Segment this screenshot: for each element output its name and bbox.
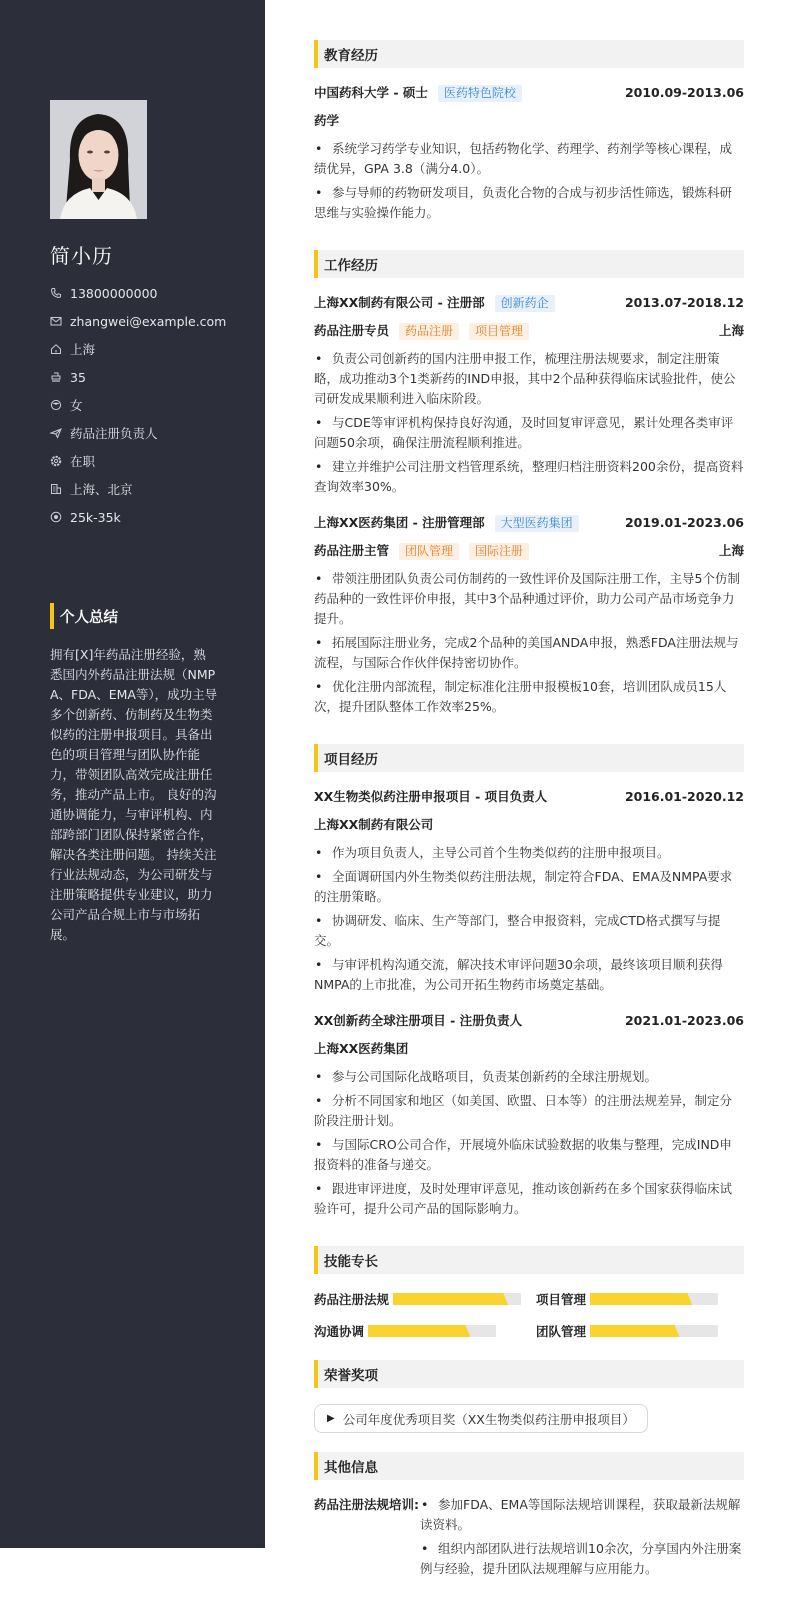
- section-heading: 技能专长: [314, 1246, 744, 1274]
- major: 药学: [314, 113, 340, 128]
- company-tag: 创新药企: [495, 295, 555, 312]
- bullet-item: • 拓展国际注册业务，完成2个品种的美国ANDA申报，熟悉FDA注册法规与流程，与国际合作伙伴保持密切协作。: [314, 635, 739, 670]
- contact-email: zhangwei@example.com: [50, 307, 250, 335]
- building-icon: [50, 483, 62, 495]
- other-info-row: [314, 1495, 744, 1579]
- bullet-item: • 系统学习药学专业知识，包括药物化学、药理学、药剂学等核心课程，成绩优异，GPA 3.8（满分4.0）。: [314, 141, 733, 176]
- bullet-item: • 参加FDA、EMA等国际法规培训课程，获取最新法规解读资料。: [420, 1497, 741, 1532]
- bullet-item: • 参与公司国际化战略项目，负责某创新药的全球注册规划。: [315, 1069, 658, 1084]
- phone-icon: [50, 287, 62, 299]
- bullet-list: [420, 1495, 744, 1579]
- bullet-item: • 组织内部团队进行法规培训10余次，分享国内外注册案例与经验，提升团队法规理解与应用能力。: [420, 1541, 742, 1576]
- sidebar: [0, 0, 265, 1548]
- company-name: 上海XX医药集团 - 注册管理部: [314, 515, 485, 530]
- section-heading: 教育经历: [314, 40, 744, 68]
- status-icon: [50, 455, 62, 467]
- bullet-item: • 全面调研国内外生物类似药注册法规，制定符合FDA、EMA及NMPA要求的注册策略。: [314, 869, 733, 904]
- contact-salary: 25k-35k: [50, 503, 250, 531]
- honor-item-toggle[interactable]: [314, 1404, 648, 1433]
- paper-plane-icon: [50, 427, 62, 439]
- skill-item: 项目管理: [536, 1289, 744, 1309]
- salary-icon: [50, 511, 62, 523]
- contact-status: 在职: [50, 447, 250, 475]
- bullet-item: • 跟进审评进度，及时处理审评意见，推动该创新药在多个国家获得临床试验许可，提升公司产品的国际影响力。: [314, 1181, 733, 1216]
- contact-list: [50, 279, 250, 531]
- contact-gender: 女: [50, 391, 250, 419]
- bullet-list: [314, 139, 744, 223]
- skills-section: [314, 1246, 744, 1341]
- gender-icon: [50, 399, 62, 411]
- age-icon: [50, 371, 62, 383]
- job-location: 上海: [718, 323, 744, 338]
- contact-age: 35: [50, 363, 250, 391]
- skill-item: 药品注册法规: [314, 1289, 536, 1309]
- work-entry: [314, 293, 744, 497]
- date-range: 2019.01-2023.06: [624, 515, 744, 530]
- bullet-list: [314, 569, 744, 717]
- skill-bar-fill: [393, 1293, 508, 1305]
- skill-bar-fill: [368, 1325, 470, 1337]
- section-heading: 荣誉奖项: [314, 1360, 744, 1388]
- date-range: 2010.09-2013.06: [624, 85, 744, 100]
- bullet-item: • 参与导师的药物研发项目，负责化合物的合成与初步活性筛选，锻炼科研思维与实验操作能力。: [314, 185, 733, 220]
- section-heading: 工作经历: [314, 250, 744, 278]
- project-name: XX创新药全球注册项目 - 注册负责人: [314, 1013, 523, 1028]
- accent-bar: [50, 603, 54, 629]
- role-tag: 药品注册: [399, 323, 459, 340]
- role-tag: 团队管理: [399, 543, 459, 560]
- project-name: XX生物类似药注册申报项目 - 项目负责人: [314, 789, 548, 804]
- project-entry: [314, 787, 744, 995]
- work-section: [314, 250, 744, 717]
- bullet-item: • 协调研发、临床、生产等部门，整合申报资料，完成CTD格式撰写与提交。: [314, 913, 721, 948]
- bullet-item: • 分析不同国家和地区（如美国、欧盟、日本等）的注册法规差异，制定分阶段注册计划。: [314, 1093, 733, 1128]
- summary-text: 拥有[X]年药品注册经验，熟悉国内外药品注册法规（NMPA、FDA、EMA等），成功主导多个创新药、仿制药及生物类似药的注册申报项目。具备出色的项目管理与团队协作能力，带领团队高效完成注册任务，推动产品上市。 良好的沟通协调能力，与审评机构、内部跨部门团队保持紧密合作，解决各类注册问题。 持续关注行业法规动态，为公司研发与注册策略提供专业建议，助力公司产品合规上市与市场拓展。: [50, 647, 218, 942]
- school-name: 中国药科大学 - 硕士: [314, 85, 428, 100]
- bullet-item: • 作为项目负责人，主导公司首个生物类似药的注册申报项目。: [315, 845, 670, 860]
- date-range: 2021.01-2023.06: [624, 1013, 744, 1028]
- education-entry: [314, 83, 744, 223]
- bullet-item: • 与国际CRO公司合作，开展境外临床试验数据的收集与整理，完成IND申报资料的准备与递交。: [314, 1137, 732, 1172]
- honor-label: 公司年度优秀项目奖（XX生物类似药注册申报项目）: [342, 1411, 635, 1427]
- other-info-label: 药品注册法规培训:: [314, 1497, 419, 1512]
- bullet-list: [314, 843, 744, 995]
- skill-item: 团队管理: [536, 1321, 744, 1341]
- contact-phone: 13800000000: [50, 279, 250, 307]
- section-heading: 其他信息: [314, 1452, 744, 1480]
- job-role: 药品注册主管: [314, 543, 390, 558]
- bullet-item: • 建立并维护公司注册文档管理系统，整理归档注册资料200余份，提高资料查询效率30%。: [314, 459, 744, 494]
- skill-item: 沟通协调: [314, 1321, 536, 1341]
- home-icon: [50, 343, 62, 355]
- bullet-item: • 与审评机构沟通交流，解决技术审评问题30余项，最终该项目顺利获得NMPA的上市批准，为公司开拓生物药市场奠定基础。: [314, 957, 723, 992]
- other-info-section: [314, 1452, 744, 1579]
- projects-section: [314, 744, 744, 1219]
- skill-bar: [590, 1293, 718, 1305]
- bullet-item: • 与CDE等审评机构保持良好沟通，及时回复审评意见，累计处理各类审评问题50余项，确保注册流程顺利推进。: [314, 415, 734, 450]
- role-tag: 国际注册: [469, 543, 529, 560]
- role-tag: 项目管理: [469, 323, 529, 340]
- job-location: 上海: [718, 543, 744, 558]
- profile-photo: [50, 100, 147, 219]
- honors-section: [314, 1360, 744, 1433]
- skill-bar: [590, 1325, 718, 1337]
- education-section: [314, 40, 744, 223]
- contact-location: 上海: [50, 335, 250, 363]
- contact-job-intent: 药品注册负责人: [50, 419, 250, 447]
- project-entry: [314, 1011, 744, 1219]
- expand-triangle-icon: ▶: [327, 1413, 335, 1424]
- bullet-list: [314, 1067, 744, 1219]
- skill-bar-fill: [590, 1325, 680, 1337]
- company-name: 上海XX制药有限公司 - 注册部: [314, 295, 485, 310]
- date-range: 2013.07-2018.12: [624, 295, 744, 310]
- company-tag: 大型医药集团: [495, 515, 579, 532]
- skill-bar: [393, 1293, 521, 1305]
- work-entry: [314, 513, 744, 717]
- project-org: 上海XX制药有限公司: [314, 817, 434, 832]
- bullet-item: • 优化注册内部流程，制定标准化注册申报模板10套，培训团队成员15人次，提升团队整体工作效率25%。: [314, 679, 727, 714]
- date-range: 2016.01-2020.12: [624, 789, 744, 804]
- skills-grid: [314, 1289, 744, 1341]
- summary-heading: 个人总结: [50, 603, 118, 629]
- section-heading: 项目经历: [314, 744, 744, 772]
- main-content: [314, 40, 744, 1606]
- bullet-item: • 负责公司创新药的国内注册申报工作，梳理注册法规要求，制定注册策略，成功推动3个1类新药的IND申报，其中2个品种获得临床试验批件，使公司研发成果顺利进入临床阶段。: [314, 351, 736, 406]
- candidate-name: 简小历: [50, 244, 113, 268]
- skill-bar-fill: [590, 1293, 692, 1305]
- skill-bar: [368, 1325, 496, 1337]
- school-tag: 医药特色院校: [438, 85, 522, 102]
- project-org: 上海XX医药集团: [314, 1041, 409, 1056]
- bullet-item: • 带领注册团队负责公司仿制药的一致性评价及国际注册工作，主导5个仿制药品种的一致性评价申报，其中3个品种通过评价，助力公司产品市场竞争力提升。: [314, 571, 740, 626]
- mail-icon: [50, 315, 62, 327]
- bullet-list: [314, 349, 744, 497]
- contact-city: 上海、北京: [50, 475, 250, 503]
- job-role: 药品注册专员: [314, 323, 390, 338]
